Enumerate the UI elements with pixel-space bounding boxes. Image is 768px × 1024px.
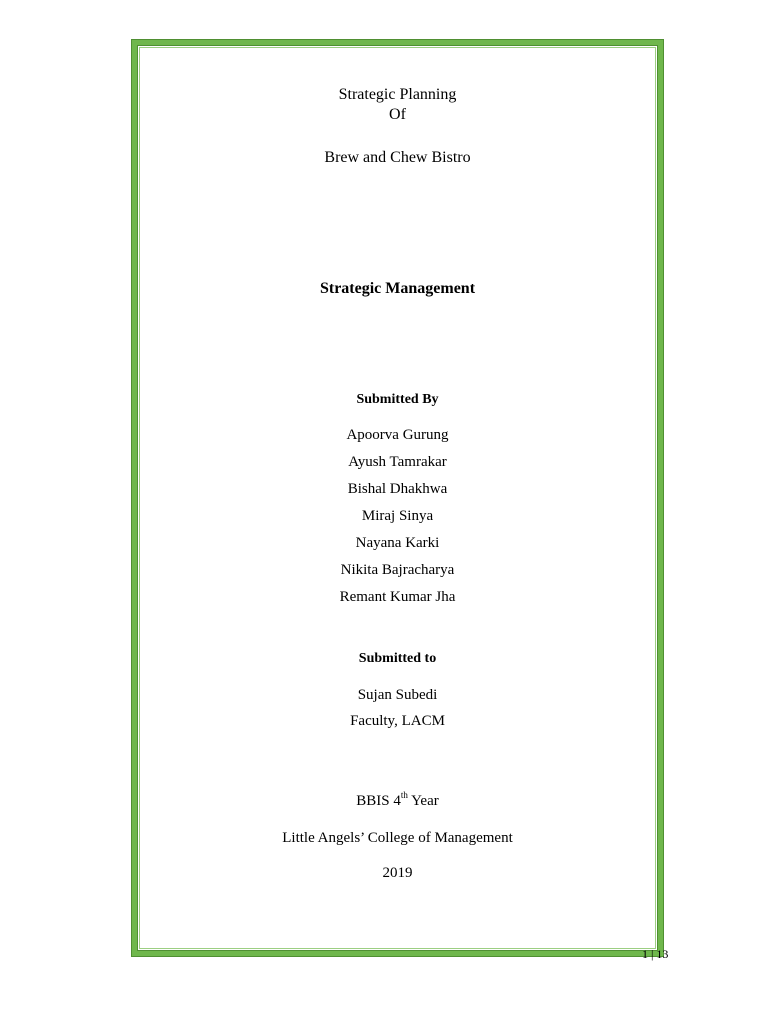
course-title: Strategic Management [319, 280, 476, 297]
title-line-2: Of [389, 106, 406, 123]
program-prefix: BBIS 4 [356, 793, 401, 809]
member-name: Nikita Bajracharya [340, 562, 455, 578]
member-name: Bishal Dhakhwa [347, 481, 448, 497]
supervisor-name: Sujan Subedi [357, 687, 438, 703]
college-name: Little Angels’ College of Management [282, 830, 513, 846]
member-name: Ayush Tamrakar [348, 454, 447, 470]
submitted-to-heading: Submitted to [358, 651, 437, 666]
program-year [132, 790, 663, 810]
page-number: 1 | 13 [642, 947, 669, 961]
supervisor-title: Faculty, LACM [350, 713, 445, 729]
title-line-3: Brew and Chew Bistro [324, 149, 471, 166]
member-name: Miraj Sinya [361, 508, 434, 524]
year: 2019 [382, 865, 413, 881]
member-name: Apoorva Gurung [346, 427, 449, 443]
title-line-1: Strategic Planning [338, 86, 457, 103]
page-border-inner [139, 47, 656, 949]
program-suffix: Year [407, 793, 439, 809]
member-name: Nayana Karki [355, 535, 440, 551]
submitted-by-heading: Submitted By [356, 392, 439, 407]
program-ordinal: th [400, 790, 408, 800]
member-name: Remant Kumar Jha [339, 589, 456, 605]
